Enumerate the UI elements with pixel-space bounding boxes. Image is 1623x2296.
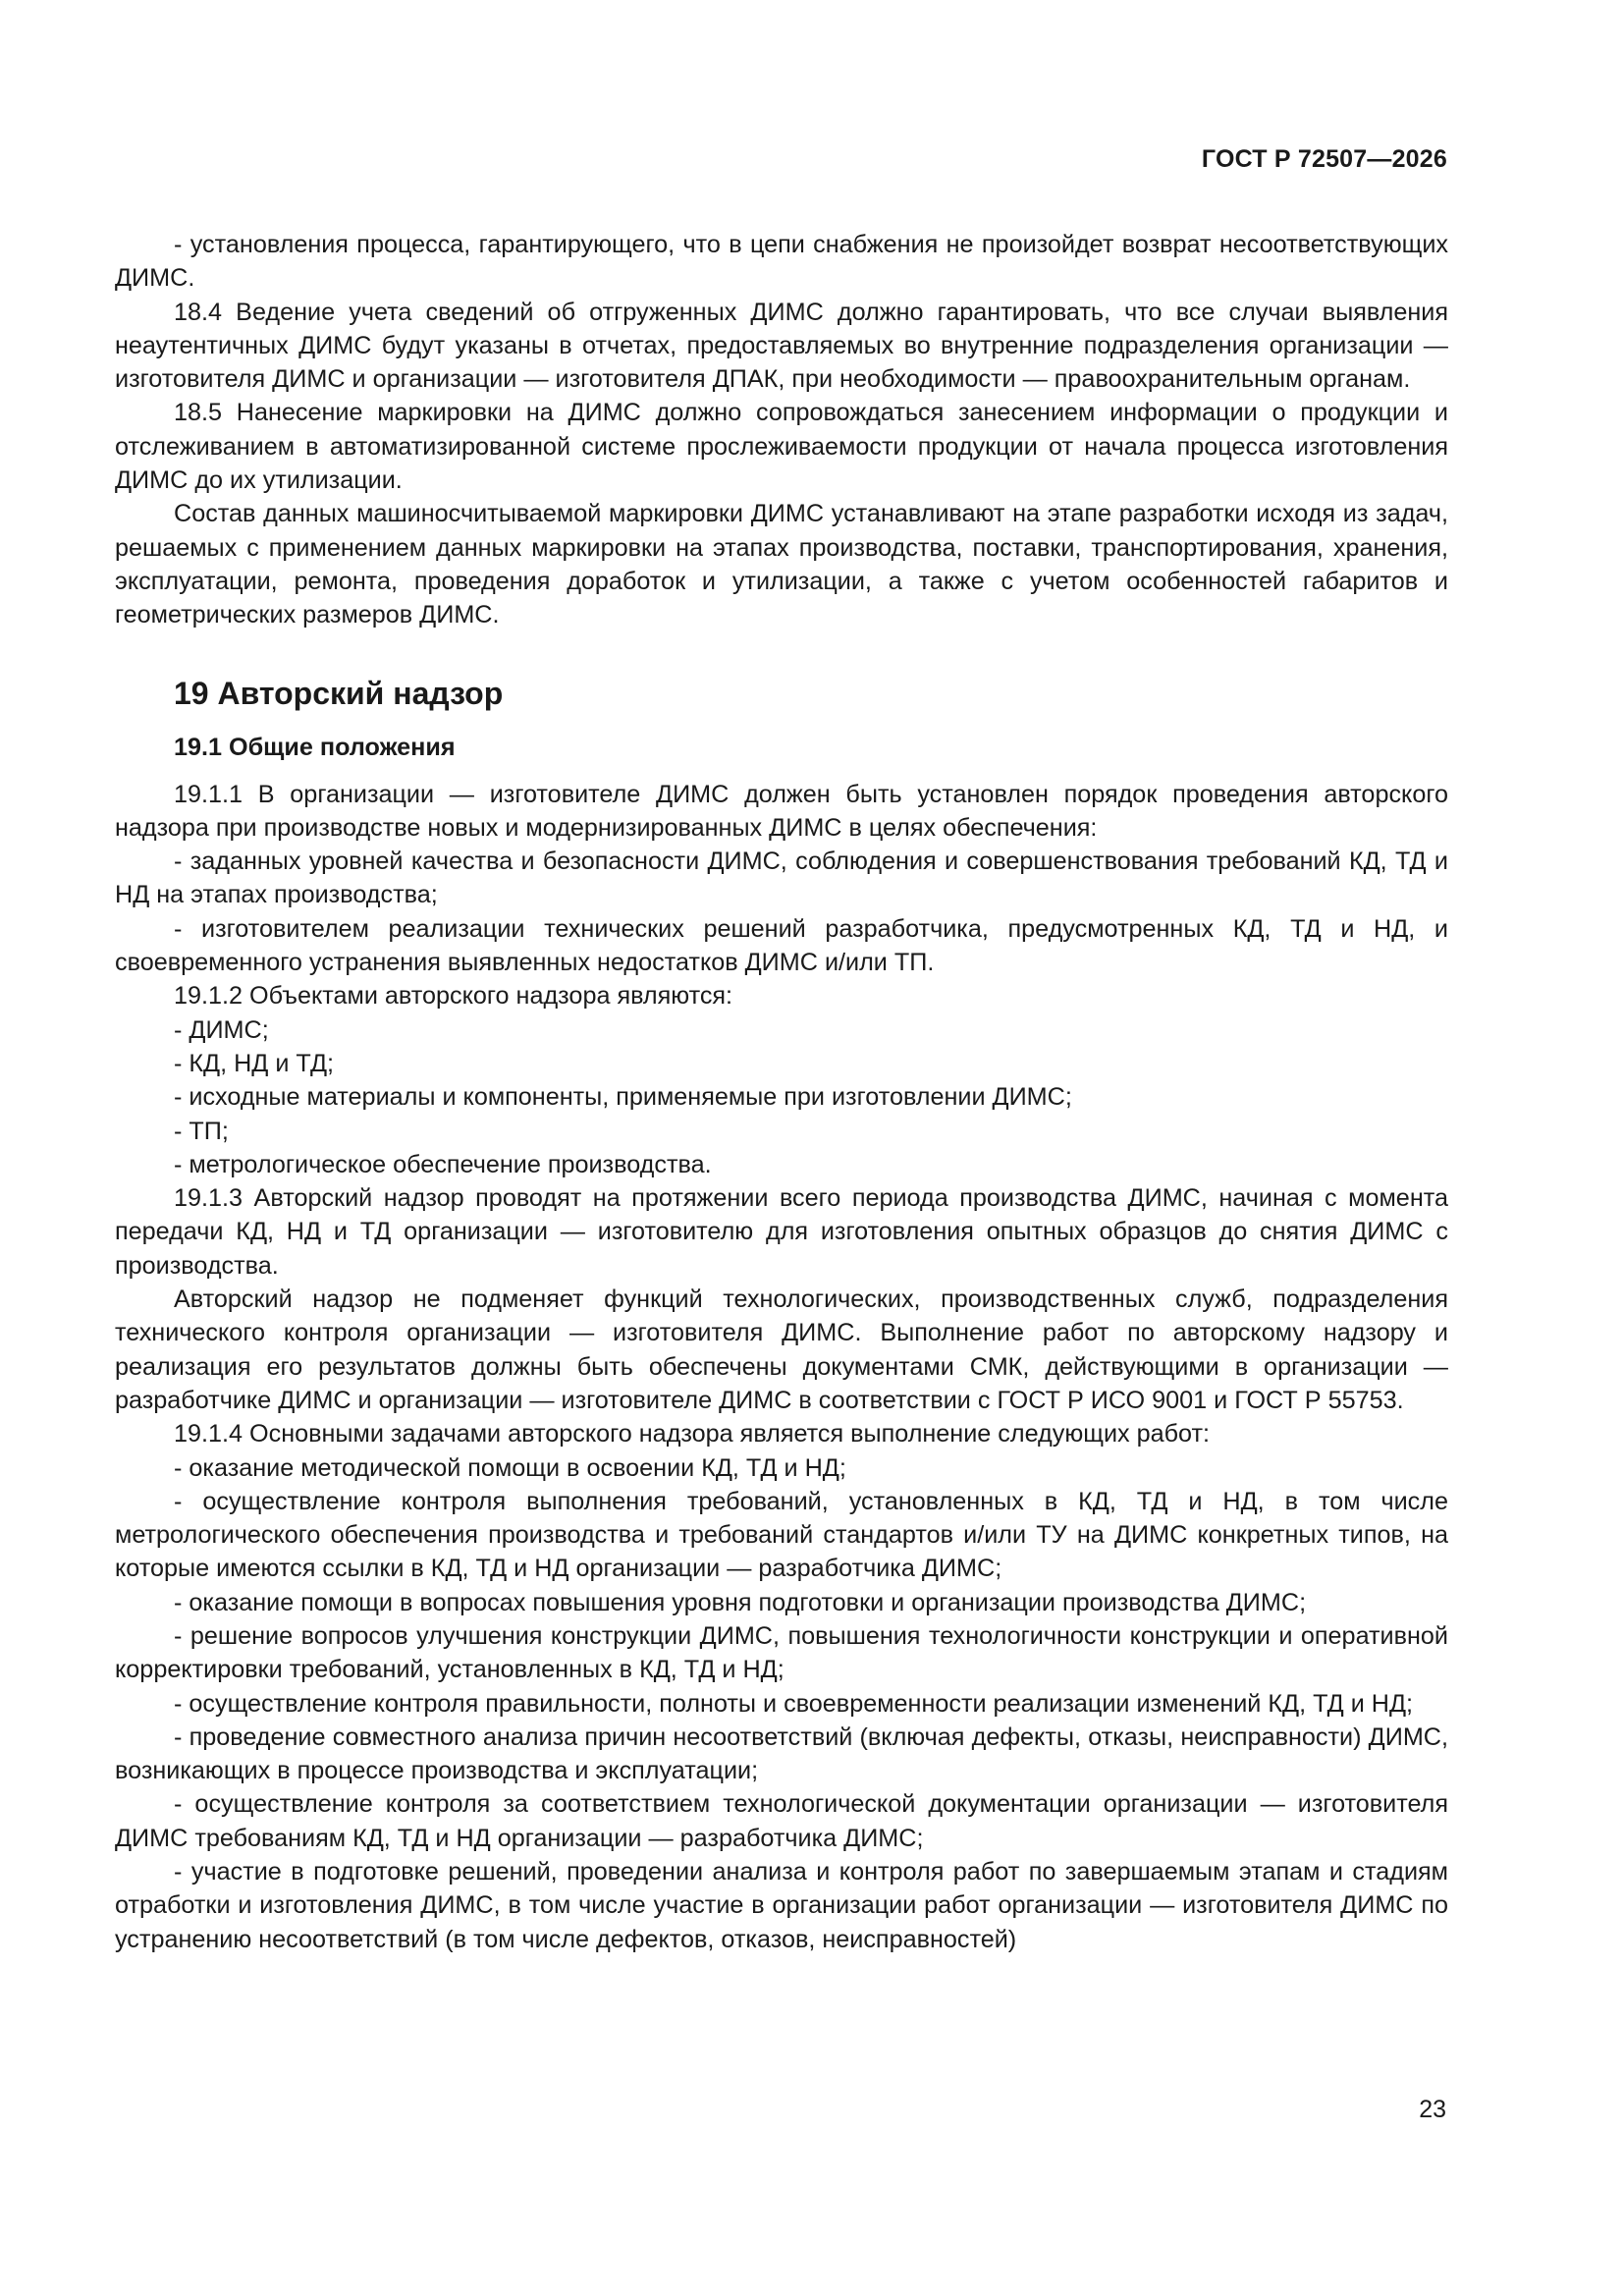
list-item: - оказание помощи в вопросах повышения уровня подготовки и организации производства ДИМС; [174, 1588, 1307, 1616]
document-code-header: ГОСТ Р 72507—2026 [1201, 145, 1447, 173]
list-item: - изготовителем реализации технических решений разработчика, предусмотренных КД, ТД и НД, и своевременного устранения выявленных недостатков ДИМС и/или ТП. [115, 914, 1448, 977]
subsection-heading: 19.1 Общие положения [174, 733, 456, 761]
list-item: - ДИМС; [174, 1015, 269, 1044]
list-item: - метрологическое обеспечение производства. [174, 1150, 712, 1178]
list-item: - осуществление контроля за соответствием технологической документации организации — изготовителя ДИМС требованиям КД, ТД и НД организации — разработчика ДИМС; [115, 1790, 1448, 1852]
paragraph: 19.1.2 Объектами авторского надзора являются: [174, 982, 733, 1011]
list-item: - решение вопросов улучшения конструкции ДИМС, повышения технологичности конструкции и оперативной корректировки требований, установленных в КД, ТД и НД; [115, 1621, 1448, 1684]
list-item: - проведение совместного анализа причин несоответствий (включая дефекты, отказы, неисправности) ДИМС, возникающих в процессе производства и эксплуатации; [115, 1722, 1448, 1785]
list-item: - ТП; [174, 1117, 229, 1145]
page-number: 23 [1419, 2096, 1446, 2123]
paragraph: 19.1.1 В организации — изготовителе ДИМС должен быть установлен порядок проведения авторского надзора при производстве новых и модернизированных ДИМС в целях обеспечения: [115, 780, 1448, 842]
list-item: - осуществление контроля выполнения требований, установленных в КД, ТД и НД, в том числе метрологического обеспечения производства и требований стандартов и/или ТУ на ДИМС конкретных типов, на которые имеются ссылки в КД, ТД и НД организации — разработчика ДИМС; [115, 1487, 1448, 1583]
list-item: - осуществление контроля правильности, полноты и своевременности реализации изменений КД, ТД и НД; [174, 1689, 1414, 1718]
paragraph: Авторский надзор не подменяет функций технологических, производственных служб, подразделения технического контроля организации — изготовителя ДИМС. Выполнение работ по авторскому надзору и реализация его результатов должны быть обеспечены документами СМК, действующими в организации — разработчике ДИМС и организации — изготовителе ДИМС в соответствии с ГОСТ Р ИСО 9001 и ГОСТ Р 55753. [115, 1285, 1448, 1414]
list-item: - заданных уровней качества и безопасности ДИМС, соблюдения и совершенствования требований КД, ТД и НД на этапах производства; [115, 847, 1448, 909]
paragraph: 18.5 Нанесение маркировки на ДИМС должно сопровождаться занесением информации о продукции и отслеживанием в автоматизированной системе прослеживаемости продукции от начала процесса изготовления ДИМС до их утилизации. [115, 399, 1448, 495]
list-item: - КД, НД и ТД; [174, 1049, 335, 1077]
paragraph: 19.1.3 Авторский надзор проводят на протяжении всего периода производства ДИМС, начиная с момента передачи КД, НД и ТД организации — изготовителю для изготовления опытных образцов до снятия ДИМС с производства. [115, 1184, 1448, 1280]
list-item: - участие в подготовке решений, проведении анализа и контроля работ по завершаемым этапам и стадиям отработки и изготовления ДИМС, в том числе участие в организации работ организации — изготовителя ДИМС по устранению несоответствий (в том числе дефектов, отказов, неисправностей) [115, 1858, 1448, 1953]
paragraph: 19.1.4 Основными задачами авторского надзора является выполнение следующих работ: [174, 1420, 1211, 1449]
list-item: - оказание методической помощи в освоении КД, ТД и НД; [174, 1453, 846, 1482]
list-item: - исходные материалы и компоненты, применяемые при изготовлении ДИМС; [174, 1083, 1072, 1112]
paragraph: - установления процесса, гарантирующего, что в цепи снабжения не произойдет возврат несоответствующих ДИМС. [115, 231, 1448, 293]
section-heading: 19 Авторский надзор [174, 675, 504, 711]
page-body [115, 228, 1448, 1956]
paragraph: Состав данных машиносчитываемой маркировки ДИМС устанавливают на этапе разработки исходя из задач, решаемых с применением данных маркировки на этапах производства, поставки, транспортирования, хранения, эксплуатации, ремонта, проведения доработок и утилизации, а также с учетом особенностей габаритов и геометрических размеров ДИМС. [115, 500, 1448, 629]
paragraph: 18.4 Ведение учета сведений об отгруженных ДИМС должно гарантировать, что все случаи выявления неаутентичных ДИМС будут указаны в отчетах, предоставляемых во внутренние подразделения организации — изготовителя ДИМС и организации — изготовителя ДПАК, при необходимости — правоохранительным органам. [115, 298, 1448, 394]
